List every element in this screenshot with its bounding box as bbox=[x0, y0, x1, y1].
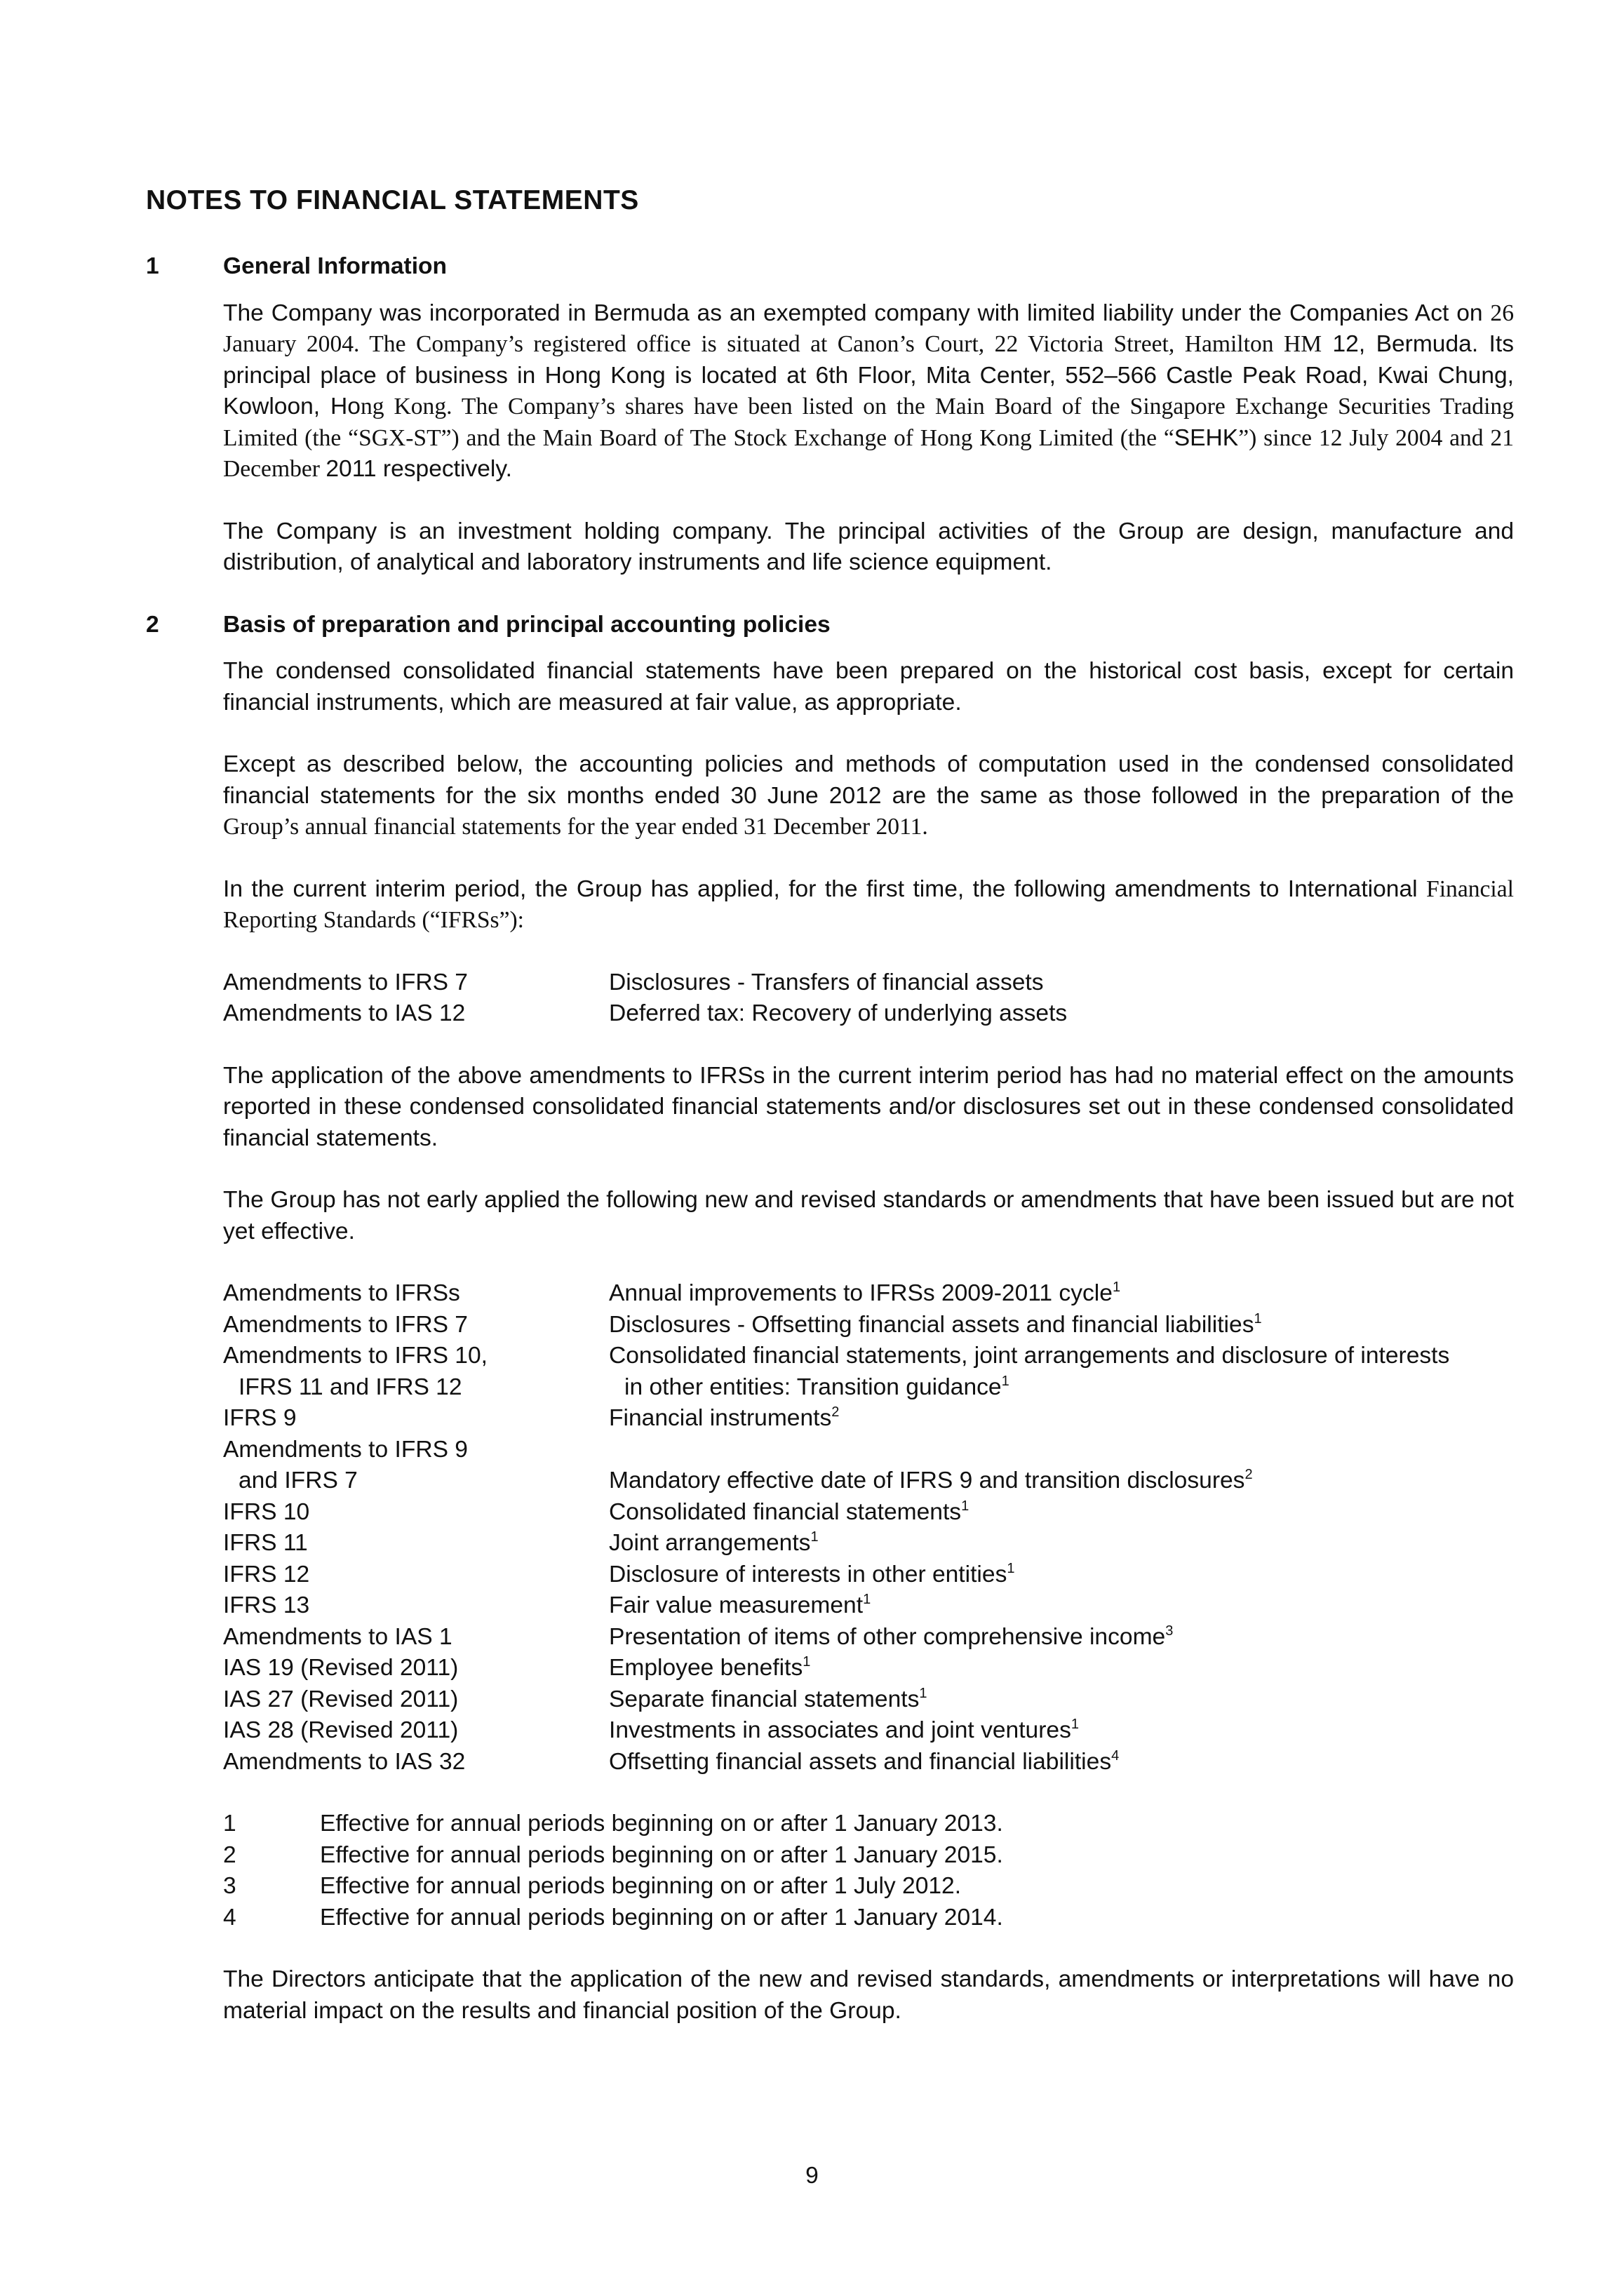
standard-description bbox=[609, 1497, 1514, 1529]
standard-description bbox=[609, 1559, 1514, 1591]
footnotes-list bbox=[223, 1808, 1514, 1933]
standard-name: IFRS 12 bbox=[223, 1561, 310, 1587]
description-text: Investments in associates and joint ventures bbox=[609, 1717, 1071, 1743]
standard-description bbox=[609, 1528, 1514, 1559]
footnote-marker: 1 bbox=[919, 1685, 927, 1701]
standard-name: IFRS 10 bbox=[223, 1498, 310, 1525]
section-2-heading bbox=[146, 610, 1514, 641]
footnote-marker: 2 bbox=[831, 1404, 840, 1420]
footnote-text: Effective for annual periods beginning on or after 1 January 2013. bbox=[320, 1811, 1003, 1837]
text-run: Except as described below, the accounting policies and methods of computation used in the condensed consolidated financial statements for the six months ended 30 June 2012 are the same as those followed in the preparation of the bbox=[223, 751, 1514, 809]
standard-name: Amendments to IAS 32 bbox=[223, 1748, 466, 1775]
page-title: NOTES TO FINANCIAL STATEMENTS bbox=[146, 185, 639, 215]
description-text: Joint arrangements bbox=[609, 1530, 811, 1556]
standard-description bbox=[609, 1465, 1514, 1497]
standard-name: IAS 27 (Revised 2011) bbox=[223, 1686, 459, 1712]
application-effect-paragraph: The application of the above amendments to IFRSs in the current interim period has had no material effect on the amounts reported in these condensed consolidated financial statements and/or disclosures set out in these condensed consolidated financial statements. bbox=[223, 1062, 1514, 1151]
not-yet-effective-table bbox=[223, 1278, 1514, 1778]
standard-description bbox=[609, 1435, 1514, 1466]
standard-description bbox=[609, 1278, 1514, 1310]
text-run: 2011 respectively. bbox=[326, 456, 513, 482]
text-run: ”) since 12 July 2004 and 21 December bbox=[223, 424, 1514, 482]
footnote-marker: 1 bbox=[961, 1498, 969, 1514]
directors-paragraph: The Directors anticipate that the application of the new and revised standards, amendments or interpretations will have no material impact on the results and financial position of the Group. bbox=[223, 1966, 1514, 2024]
standard-name: Amendments to IAS 12 bbox=[223, 1000, 466, 1026]
not-early-applied-paragraph: The Group has not early applied the following new and revised standards or amendments that have been issued but are not yet effective. bbox=[223, 1187, 1514, 1244]
footnote-number: 3 bbox=[223, 1873, 236, 1899]
accounting-policies-paragraph bbox=[223, 749, 1514, 843]
footnote-marker: 1 bbox=[1071, 1717, 1079, 1732]
page-number: 9 bbox=[805, 2163, 819, 2189]
section-1-body bbox=[223, 298, 1514, 579]
description-text: Fair value measurement bbox=[609, 1592, 864, 1618]
standard-name: Amendments to IAS 1 bbox=[223, 1623, 452, 1650]
footnote-text: Effective for annual periods beginning on or after 1 July 2012. bbox=[320, 1873, 962, 1899]
footnote-marker: 1 bbox=[1254, 1310, 1262, 1327]
standard-name: IAS 19 (Revised 2011) bbox=[223, 1655, 459, 1681]
description-text: Disclosures - Offsetting financial assets and financial liabilities bbox=[609, 1311, 1254, 1338]
section-number: 1 bbox=[146, 253, 159, 279]
description-text: Mandatory effective date of IFRS 9 and transition disclosures bbox=[609, 1468, 1245, 1493]
standard-description bbox=[609, 1622, 1514, 1653]
standard-name: Amendments to IFRS 7 bbox=[223, 1311, 468, 1338]
standard-description bbox=[609, 1747, 1514, 1778]
section-2-body bbox=[223, 656, 1514, 2027]
description-text: Consolidated financial statements, joint arrangements and disclosure of interests bbox=[609, 1343, 1450, 1369]
description-text: Offsetting financial assets and financial liabilities bbox=[609, 1748, 1112, 1775]
footnote-marker: 1 bbox=[803, 1654, 811, 1670]
standard-description: Disclosures - Transfers of financial assets bbox=[609, 969, 1044, 995]
footnote-text: Effective for annual periods beginning on or after 1 January 2015. bbox=[320, 1841, 1003, 1868]
standard-name: IFRS 11 and IFRS 12 bbox=[239, 1374, 462, 1400]
standard-description bbox=[609, 1715, 1514, 1747]
text-run: Financial Reporting Standards (“IFRSs”): bbox=[223, 875, 1514, 933]
description-text: Consolidated financial statements bbox=[609, 1498, 962, 1525]
description-text: Presentation of items of other comprehensive income bbox=[609, 1623, 1166, 1650]
section-title: General Information bbox=[223, 253, 448, 279]
footnote-marker: 3 bbox=[1165, 1623, 1174, 1639]
standard-name: Amendments to IFRS 9 bbox=[223, 1436, 468, 1463]
footnote-number: 1 bbox=[223, 1811, 236, 1837]
standard-description bbox=[609, 1310, 1514, 1341]
standard-description bbox=[609, 1403, 1514, 1435]
standard-name: IFRS 13 bbox=[223, 1592, 310, 1618]
footnote-marker: 1 bbox=[863, 1592, 871, 1607]
footnote-marker: 1 bbox=[1112, 1280, 1121, 1295]
standard-description: Deferred tax: Recovery of underlying assets bbox=[609, 1000, 1068, 1026]
standard-description bbox=[609, 1684, 1514, 1716]
footnote-text: Effective for annual periods beginning on or after 1 January 2014. bbox=[320, 1904, 1003, 1931]
footnote-marker: 4 bbox=[1111, 1747, 1120, 1764]
standard-description bbox=[609, 1590, 1514, 1622]
general-info-paragraph bbox=[223, 298, 1514, 485]
applied-amendments-table bbox=[223, 967, 1514, 1030]
standard-name: Amendments to IFRS 10, bbox=[223, 1343, 488, 1369]
text-run: Group’s annual financial statements for the year ended 31 December 2011. bbox=[223, 814, 928, 840]
description-text: Employee benefits bbox=[609, 1655, 803, 1681]
standard-name: Amendments to IFRSs bbox=[223, 1280, 460, 1306]
description-text: Financial instruments bbox=[609, 1405, 832, 1431]
standard-name: IFRS 11 bbox=[223, 1530, 308, 1556]
standard-description bbox=[609, 1372, 1514, 1404]
description-text: Disclosure of interests in other entities bbox=[609, 1561, 1007, 1587]
text-run: 26 January 2004. The Company’s registered office is situated at Canon’s Court, 22 Victoria Street, Hamilton HM bbox=[223, 300, 1514, 357]
page-content bbox=[146, 184, 1514, 2057]
text-run: ng Kong. The Company’s shares have been listed on the Main Board of the Singapore Exchange Securities Trading Limited (the “SGX-ST”) and the Main Board of The Stock Exchange of Hong Kong Limited (the “ bbox=[223, 394, 1515, 451]
interim-period-paragraph bbox=[223, 874, 1514, 936]
section-1-heading bbox=[146, 251, 1514, 283]
section-title: Basis of preparation and principal accounting policies bbox=[223, 611, 831, 638]
standard-name: Amendments to IFRS 7 bbox=[223, 969, 468, 995]
text-run: 12, Bermuda. Its principal place of business in Hong Kong is located at 6th Floor, Mita Center, 552–566 Castle Peak Road, Kwai Chung, Kowloon, Ho bbox=[223, 331, 1514, 419]
description-text: Separate financial statements bbox=[609, 1686, 920, 1712]
section-number: 2 bbox=[146, 611, 159, 638]
footnote-number: 2 bbox=[223, 1841, 236, 1868]
principal-activities-paragraph: The Company is an investment holding company. The principal activities of the Group are design, manufacture and distribution, of analytical and laboratory instruments and life science equipment. bbox=[223, 518, 1514, 575]
footnote-marker: 2 bbox=[1244, 1467, 1253, 1482]
standard-description bbox=[609, 1653, 1514, 1684]
standard-name: and IFRS 7 bbox=[239, 1468, 358, 1493]
standard-description bbox=[609, 1341, 1514, 1372]
text-run: SEHK bbox=[1174, 424, 1239, 451]
footnote-number: 4 bbox=[223, 1904, 236, 1931]
footnote-marker: 1 bbox=[1001, 1373, 1009, 1389]
text-run: In the current interim period, the Group has applied, for the first time, the following amendments to International bbox=[223, 875, 1427, 902]
description-text: in other entities: Transition guidance bbox=[624, 1374, 1002, 1400]
basis-paragraph: The condensed consolidated financial statements have been prepared on the historical cost basis, except for certain financial instruments, which are measured at fair value, as appropriate. bbox=[223, 658, 1514, 716]
description-text: Annual improvements to IFRSs 2009-2011 cycle bbox=[609, 1280, 1113, 1306]
standard-name: IFRS 9 bbox=[223, 1405, 297, 1431]
text-run: The Company was incorporated in Bermuda as an exempted company with limited liability under the Companies Act on bbox=[223, 300, 1491, 326]
footnote-marker: 1 bbox=[1007, 1560, 1015, 1576]
standard-name: IAS 28 (Revised 2011) bbox=[223, 1717, 459, 1743]
footnote-marker: 1 bbox=[810, 1529, 819, 1545]
